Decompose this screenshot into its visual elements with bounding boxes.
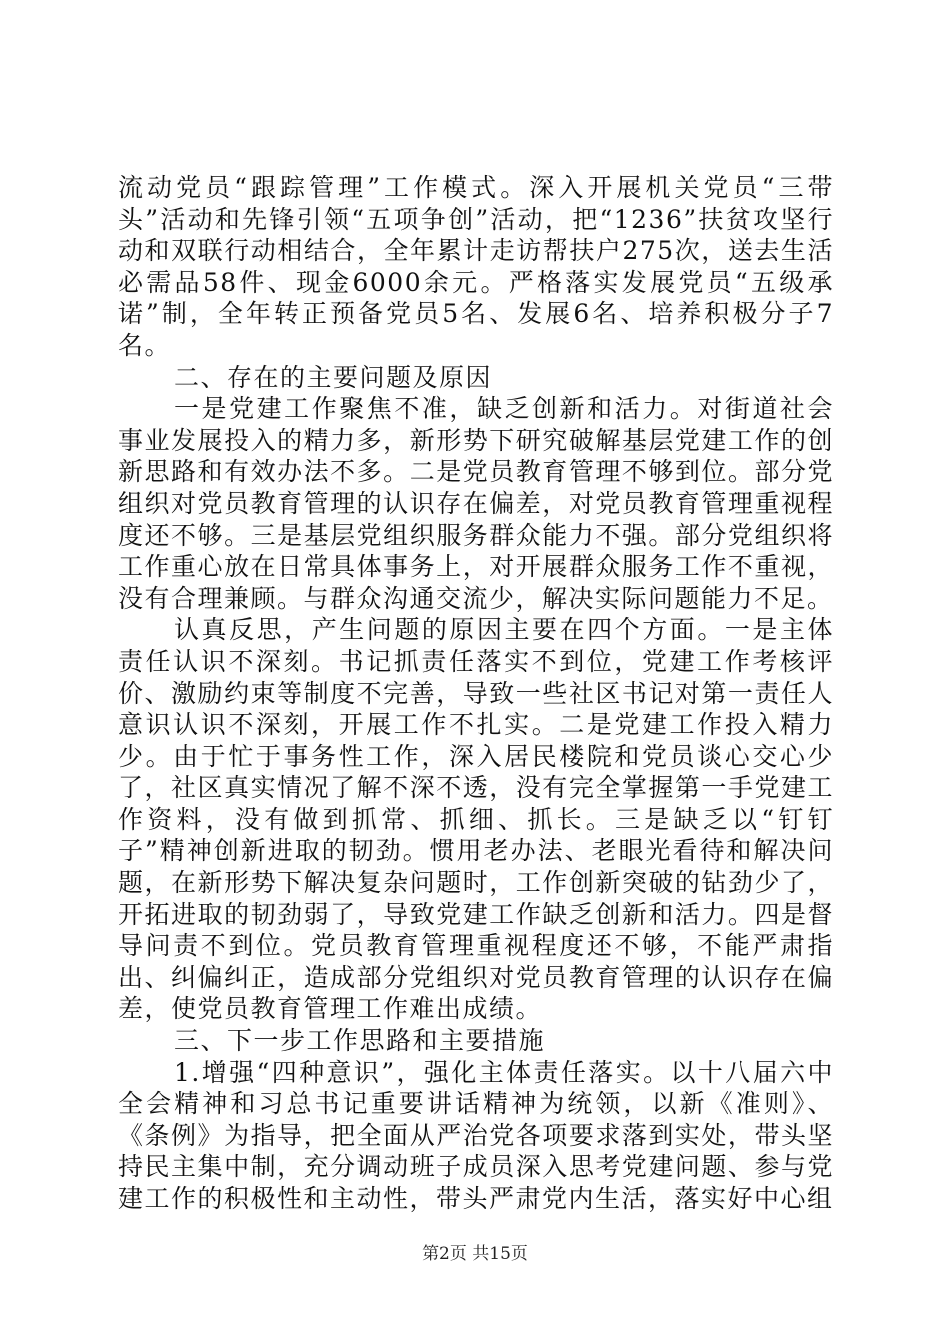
paragraph-measure-1: 1.增强“四种意识”，强化主体责任落实。以十八届六中全会精神和习总书记重要讲话精神为统领，以新《准则》、《条例》为指导，把全面从严治党各项要求落到实处，带头坚持民主集中制，充分调动班子成员深入思考党建问题、参与党建工作的积极性和主动性，带头严肃党内生活，落实好中心组 <box>118 1057 834 1213</box>
document-body <box>118 172 834 1215</box>
section-heading-problems: 二、存在的主要问题及原因 <box>174 362 493 392</box>
page-number-footer: 第2页 共15页 <box>422 1244 528 1264</box>
paragraph-problems: 一是党建工作聚焦不准，缺乏创新和活力。对街道社会事业发展投入的精力多，新形势下研究破解基层党建工作的创新思路和有效办法不多。二是党员教育管理不够到位。部分党组织对党员教育管理的认识存在偏差，对党员教育管理重视程度还不够。三是基层党组织服务群众能力不强。部分党组织将工作重心放在日常具体事务上，对开展群众服务工作不重视，没有合理兼顾。与群众沟通交流少，解决实际问题能力不足。 <box>118 394 834 613</box>
section-heading-next-steps: 三、下一步工作思路和主要措施 <box>174 1026 546 1056</box>
paragraph-causes: 认真反思，产生问题的原因主要在四个方面。一是主体责任认识不深刻。书记抓责任落实不到位，党建工作考核评价、激励约束等制度不完善，导致一些社区书记对第一责任人意识认识不深刻，开展工作不扎实。二是党建工作投入精力少。由于忙于事务性工作，深入居民楼院和党员谈心交心少了，社区真实情况了解不深不透，没有完全掌握第一手党建工作资料，没有做到抓常、抓细、抓长。三是缺乏以“钉钉子”精神创新进取的韧劲。惯用老办法、老眼光看待和解决问题，在新形势下解决复杂问题时，工作创新突破的钻劲少了，开拓进取的韧劲弱了，导致党建工作缺乏创新和活力。四是督导问责不到位。党员教育管理重视程度还不够，不能严肃指出、纠偏纠正，造成部分党组织对党员教育管理的认识存在偏差，使党员教育管理工作难出成绩。 <box>118 615 834 1024</box>
paragraph-continuation: 流动党员“跟踪管理”工作模式。深入开展机关党员“三带头”活动和先锋引领“五项争创”活动，把“1236”扶贫攻坚行动和双联行动相结合，全年累计走访帮扶户275次，送去生活必需品58件、现金6000余元。严格落实发展党员“五级承诺”制，全年转正预备党员5名、发展6名、培养积极分子7名。 <box>118 173 834 360</box>
